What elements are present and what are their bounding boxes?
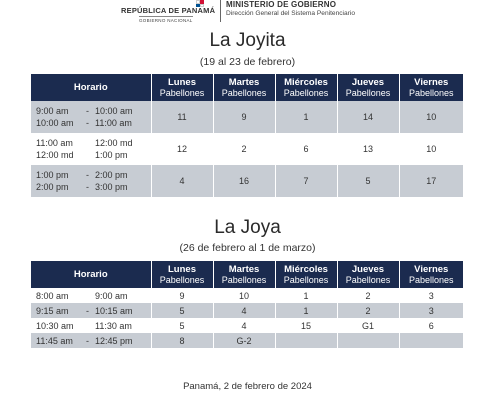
header-horario: Horario [31, 74, 151, 101]
time-cell: 11:45 am - 12:45 pm [31, 333, 151, 348]
section1-subtitle: (19 al 23 de febrero) [199, 56, 296, 68]
table-row [31, 101, 463, 133]
header-day: Martes Pabellones [213, 261, 275, 288]
header-day: Jueves Pabellones [337, 261, 399, 288]
value-cell: 6 [399, 318, 463, 333]
table-row [31, 288, 463, 303]
value-cell: 2 [213, 133, 275, 165]
value-cell: 12 [151, 133, 213, 165]
time-cell: 10:30 am 11:30 am [31, 318, 151, 333]
header-horario: Horario [31, 261, 151, 288]
table-row [31, 165, 463, 197]
time-cell: 9:15 am - 10:15 am [31, 303, 151, 318]
header-day: Miércoles Pabellones [275, 261, 337, 288]
table-row [31, 133, 463, 165]
value-cell: 13 [337, 133, 399, 165]
value-cell: 10 [399, 101, 463, 133]
value-cell: 5 [337, 165, 399, 197]
value-cell: 9 [151, 288, 213, 303]
directorate-name: Dirección General del Sistema Penitenciario [226, 10, 356, 17]
schedule-table-la-joyita [31, 74, 463, 197]
header-divider [220, 0, 221, 22]
country-name: REPÚBLICA DE PANAMÁ [121, 6, 216, 15]
value-cell: 1 [275, 101, 337, 133]
value-cell: 15 [275, 318, 337, 333]
value-cell: G-2 [213, 333, 275, 348]
table-row [31, 303, 463, 318]
time-cell: 11:00 am 12:00 md 12:00 md 1:00 pm [31, 133, 151, 165]
section1-title: La Joyita [209, 30, 286, 51]
value-cell: 5 [151, 303, 213, 318]
value-cell: 4 [151, 165, 213, 197]
ministry-name: MINISTERIO DE GOBIERNO [226, 0, 337, 9]
header-day: Viernes Pabellones [399, 74, 463, 101]
value-cell: 4 [213, 303, 275, 318]
header-day: Lunes Pabellones [151, 261, 213, 288]
table-row [31, 333, 463, 348]
value-cell [337, 333, 399, 348]
value-cell: 8 [151, 333, 213, 348]
value-cell: 16 [213, 165, 275, 197]
value-cell: 10 [399, 133, 463, 165]
value-cell: 5 [151, 318, 213, 333]
value-cell: 4 [213, 318, 275, 333]
section2-subtitle: (26 de febrero al 1 de marzo) [179, 242, 316, 254]
page-header [0, 0, 495, 24]
value-cell: 7 [275, 165, 337, 197]
value-cell: 3 [399, 303, 463, 318]
value-cell: 1 [275, 303, 337, 318]
value-cell: 10 [213, 288, 275, 303]
value-cell: 9 [213, 101, 275, 133]
value-cell: 3 [399, 288, 463, 303]
value-cell: 11 [151, 101, 213, 133]
value-cell: 17 [399, 165, 463, 197]
time-cell: 8:00 am 9:00 am [31, 288, 151, 303]
time-cell: 9:00 am - 10:00 am 10:00 am - 11:00 am [31, 101, 151, 133]
table-row [31, 318, 463, 333]
header-day: Viernes Pabellones [399, 261, 463, 288]
header-day: Miércoles Pabellones [275, 74, 337, 101]
value-cell: G1 [337, 318, 399, 333]
value-cell [275, 333, 337, 348]
header-day: Jueves Pabellones [337, 74, 399, 101]
value-cell: 6 [275, 133, 337, 165]
footer-date: Panamá, 2 de febrero de 2024 [183, 381, 312, 392]
value-cell: 2 [337, 288, 399, 303]
section2-title: La Joya [214, 217, 281, 238]
value-cell [399, 333, 463, 348]
header-day: Martes Pabellones [213, 74, 275, 101]
time-cell: 1:00 pm - 2:00 pm 2:00 pm - 3:00 pm [31, 165, 151, 197]
value-cell: 2 [337, 303, 399, 318]
schedule-table-la-joya [31, 261, 463, 348]
government-label: GOBIERNO NACIONAL [139, 18, 193, 23]
value-cell: 1 [275, 288, 337, 303]
value-cell: 14 [337, 101, 399, 133]
header-day: Lunes Pabellones [151, 74, 213, 101]
